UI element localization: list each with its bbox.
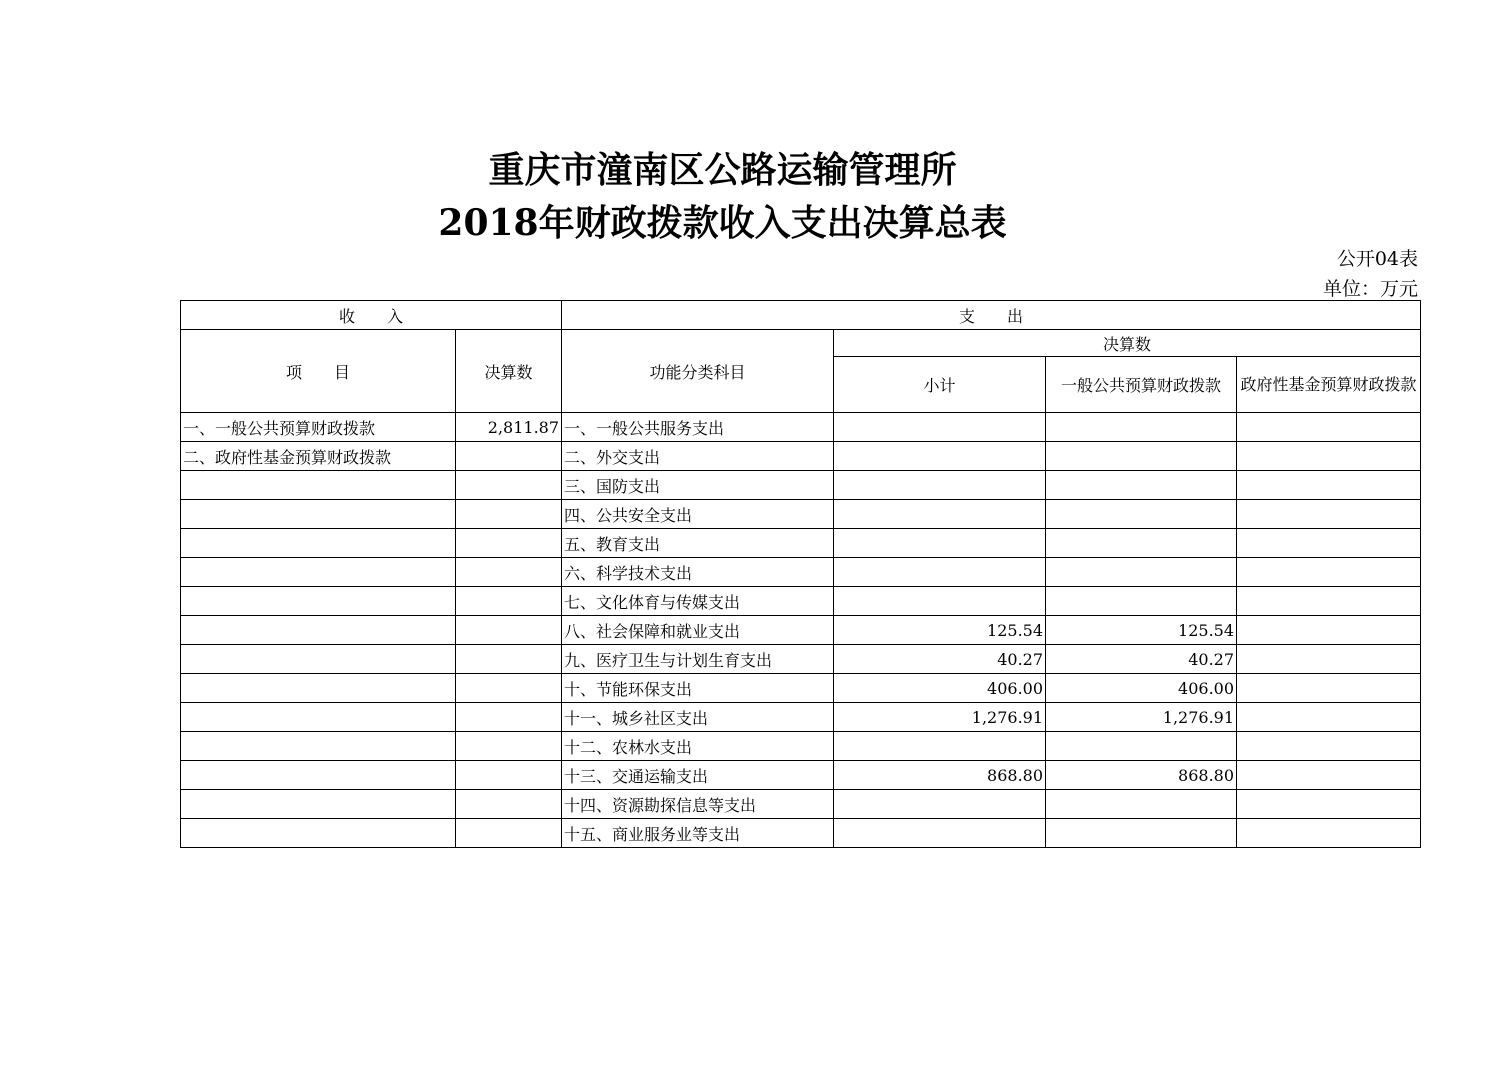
subtotal-cell	[834, 819, 1046, 848]
expense-item-cell: 六、科学技术支出	[562, 558, 834, 587]
fund-budget-cell	[1237, 703, 1421, 732]
general-budget-cell	[1046, 587, 1237, 616]
income-item-cell	[181, 471, 456, 500]
subtotal-cell	[834, 413, 1046, 442]
income-item-cell	[181, 819, 456, 848]
expense-item-cell: 七、文化体育与传媒支出	[562, 587, 834, 616]
expense-item-cell: 一、一般公共服务支出	[562, 413, 834, 442]
general-budget-cell	[1046, 471, 1237, 500]
income-amount-cell	[456, 500, 562, 529]
general-budget-cell: 868.80	[1046, 761, 1237, 790]
table-row	[181, 674, 1421, 703]
income-amount-cell	[456, 471, 562, 500]
fund-budget-cell	[1237, 645, 1421, 674]
income-header: 收 入	[181, 301, 562, 330]
fund-budget-cell	[1237, 674, 1421, 703]
fund-budget-cell	[1237, 442, 1421, 471]
fund-budget-cell	[1237, 819, 1421, 848]
fund-budget-cell	[1237, 529, 1421, 558]
income-item-cell	[181, 558, 456, 587]
general-budget-cell	[1046, 558, 1237, 587]
income-item-cell	[181, 703, 456, 732]
income-item-cell: 二、政府性基金预算财政拨款	[181, 442, 456, 471]
subtotal-cell	[834, 442, 1046, 471]
income-item-cell	[181, 732, 456, 761]
subtotal-cell	[834, 587, 1046, 616]
subtotal-cell: 1,276.91	[834, 703, 1046, 732]
table-row	[181, 471, 1421, 500]
income-amount-cell	[456, 442, 562, 471]
income-item-cell	[181, 500, 456, 529]
unit-label: 单位：万元	[1322, 278, 1418, 300]
expense-item-cell: 十四、资源勘探信息等支出	[562, 790, 834, 819]
income-item-cell	[181, 674, 456, 703]
general-budget-cell	[1046, 529, 1237, 558]
general-budget-cell: 406.00	[1046, 674, 1237, 703]
gov-fund-budget-header: 政府性基金预算财政拨款	[1237, 357, 1421, 413]
general-budget-cell	[1046, 500, 1237, 529]
income-amount-cell	[456, 761, 562, 790]
fund-budget-cell	[1237, 587, 1421, 616]
subtotal-header: 小计	[834, 357, 1046, 413]
general-budget-cell	[1046, 442, 1237, 471]
fund-budget-cell	[1237, 413, 1421, 442]
table-row	[181, 703, 1421, 732]
table-row	[181, 442, 1421, 471]
report-title-line2: 2018年财政拨款收入支出决算总表	[438, 202, 1007, 244]
subtotal-cell	[834, 732, 1046, 761]
table-row	[181, 819, 1421, 848]
table-row	[181, 761, 1421, 790]
expense-item-cell: 十一、城乡社区支出	[562, 703, 834, 732]
subtotal-cell: 868.80	[834, 761, 1046, 790]
general-budget-cell: 40.27	[1046, 645, 1237, 674]
income-amount-cell	[456, 674, 562, 703]
expense-item-cell: 四、公共安全支出	[562, 500, 834, 529]
expense-item-cell: 十五、商业服务业等支出	[562, 819, 834, 848]
fund-budget-cell	[1237, 616, 1421, 645]
subtotal-cell	[834, 500, 1046, 529]
table-row	[181, 413, 1421, 442]
header-row-section	[181, 301, 1421, 330]
budget-table	[180, 300, 1421, 848]
expense-item-cell: 十、节能环保支出	[562, 674, 834, 703]
subtotal-cell	[834, 471, 1046, 500]
general-budget-cell	[1046, 732, 1237, 761]
fund-budget-cell	[1237, 761, 1421, 790]
income-item-cell	[181, 616, 456, 645]
general-budget-cell	[1046, 819, 1237, 848]
table-row	[181, 587, 1421, 616]
income-amount-cell	[456, 616, 562, 645]
income-amount-cell	[456, 790, 562, 819]
fund-budget-cell	[1237, 790, 1421, 819]
table-row	[181, 558, 1421, 587]
general-public-budget-header: 一般公共预算财政拨款	[1046, 357, 1237, 413]
fund-budget-cell	[1237, 471, 1421, 500]
income-item-cell: 一、一般公共预算财政拨款	[181, 413, 456, 442]
general-budget-cell: 1,276.91	[1046, 703, 1237, 732]
expense-header: 支 出	[562, 301, 1421, 330]
subtotal-cell: 406.00	[834, 674, 1046, 703]
income-item-cell	[181, 587, 456, 616]
general-budget-cell	[1046, 790, 1237, 819]
income-item-cell	[181, 790, 456, 819]
general-budget-cell: 125.54	[1046, 616, 1237, 645]
expense-item-cell: 十三、交通运输支出	[562, 761, 834, 790]
income-amount-cell	[456, 645, 562, 674]
general-budget-cell	[1046, 413, 1237, 442]
income-item-cell	[181, 645, 456, 674]
subtotal-cell	[834, 558, 1046, 587]
table-code: 公开04表	[1336, 248, 1418, 270]
income-amount-cell	[456, 529, 562, 558]
item-header: 项 目	[181, 330, 456, 413]
final-amount-header: 决算数	[456, 330, 562, 413]
expense-item-cell: 九、医疗卫生与计划生育支出	[562, 645, 834, 674]
expense-item-cell: 二、外交支出	[562, 442, 834, 471]
income-amount-cell	[456, 732, 562, 761]
subtotal-cell: 125.54	[834, 616, 1046, 645]
function-category-header: 功能分类科目	[562, 330, 834, 413]
income-item-cell	[181, 529, 456, 558]
income-amount-cell	[456, 558, 562, 587]
table-row	[181, 616, 1421, 645]
table-row	[181, 645, 1421, 674]
subtotal-cell: 40.27	[834, 645, 1046, 674]
table-row	[181, 500, 1421, 529]
income-amount-cell	[456, 587, 562, 616]
fund-budget-cell	[1237, 500, 1421, 529]
income-amount-cell: 2,811.87	[456, 413, 562, 442]
income-amount-cell	[456, 703, 562, 732]
income-item-cell	[181, 761, 456, 790]
table-row	[181, 790, 1421, 819]
table-row	[181, 529, 1421, 558]
expense-item-cell: 八、社会保障和就业支出	[562, 616, 834, 645]
fund-budget-cell	[1237, 558, 1421, 587]
expense-item-cell: 五、教育支出	[562, 529, 834, 558]
fund-budget-cell	[1237, 732, 1421, 761]
subtotal-cell	[834, 790, 1046, 819]
expense-item-cell: 十二、农林水支出	[562, 732, 834, 761]
header-row-columns	[181, 330, 1421, 357]
table-row	[181, 732, 1421, 761]
report-title-line1: 重庆市潼南区公路运输管理所	[488, 149, 957, 191]
final-amount-group-header: 决算数	[834, 330, 1421, 357]
expense-item-cell: 三、国防支出	[562, 471, 834, 500]
subtotal-cell	[834, 529, 1046, 558]
income-amount-cell	[456, 819, 562, 848]
